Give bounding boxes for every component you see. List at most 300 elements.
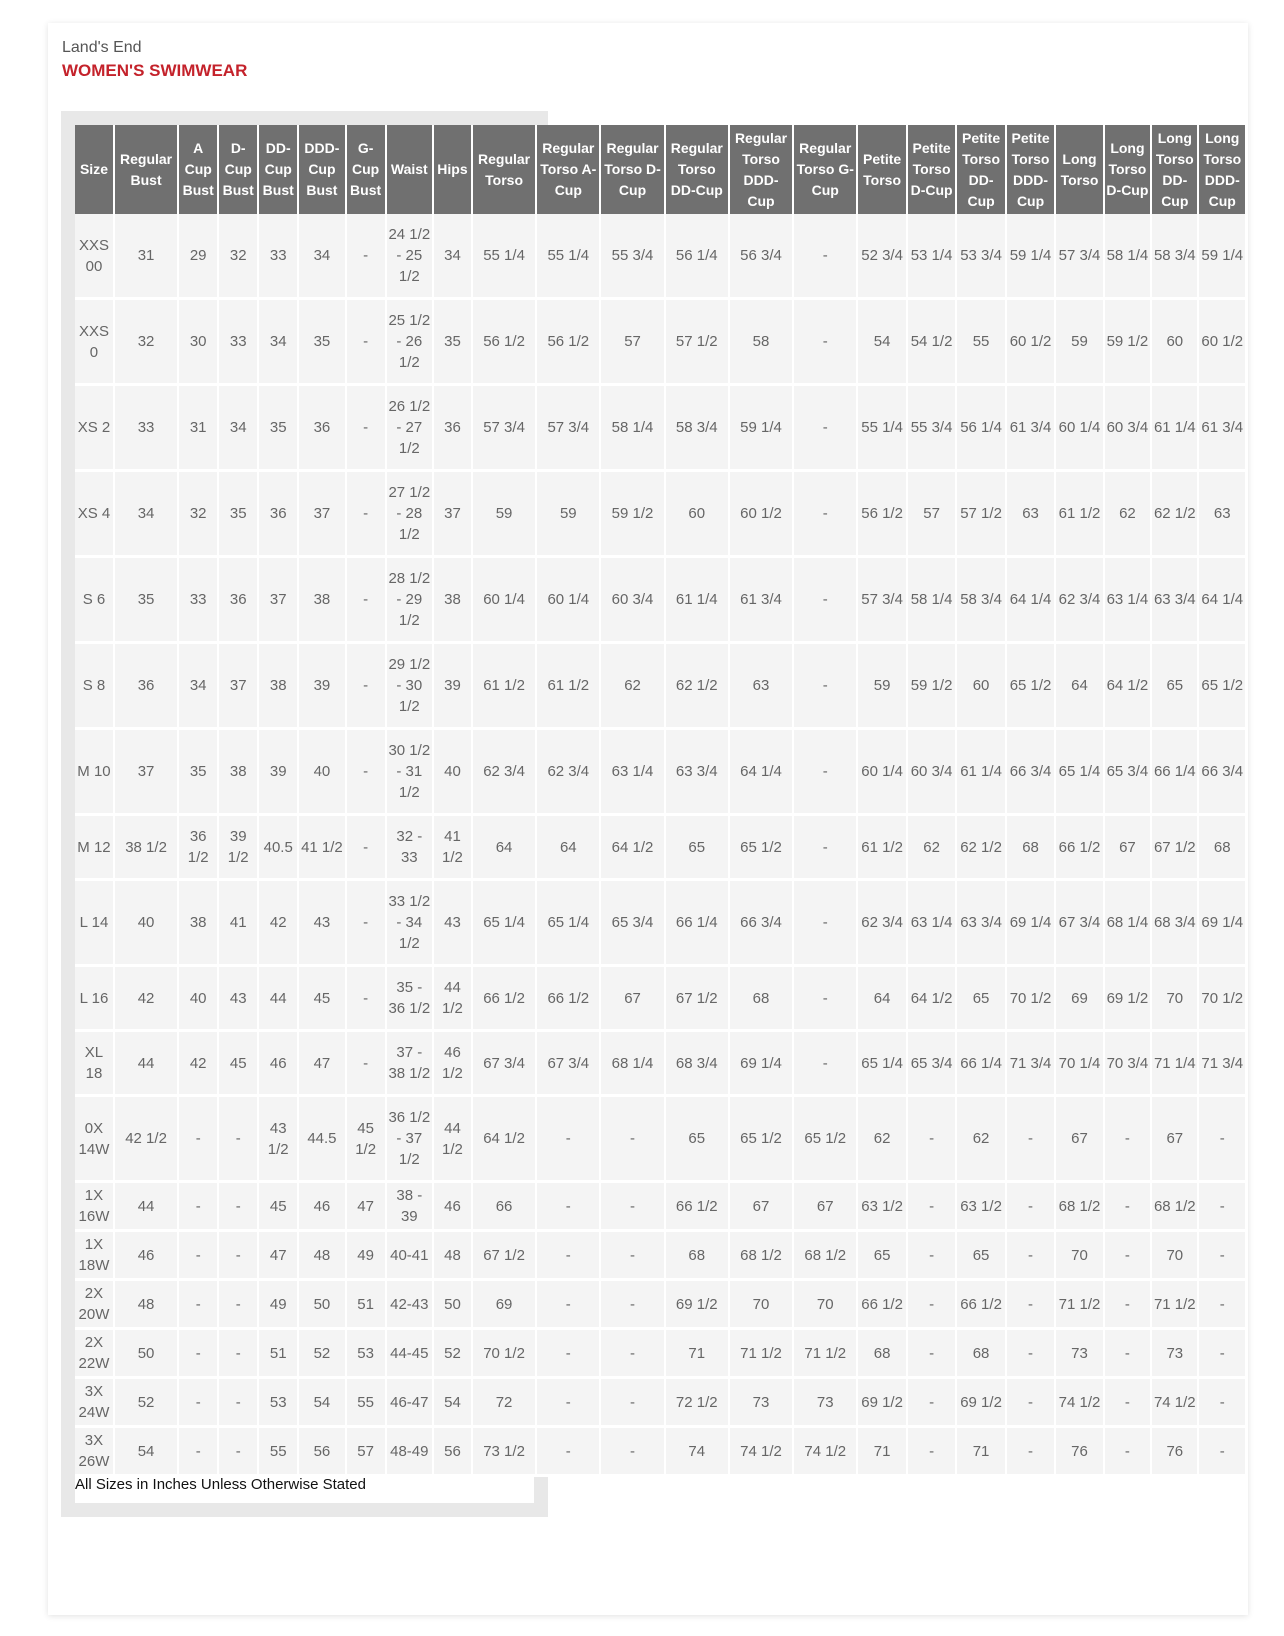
measurement-cell: 59 [1055,299,1103,385]
measurement-cell: 67 3/4 [536,1031,600,1096]
measurement-cell: 64 1/4 [1006,557,1055,643]
column-header: Long Torso DDD-Cup [1198,125,1246,214]
measurement-cell: 44 1/2 [433,966,472,1031]
measurement-cell: 34 [114,471,178,557]
measurement-cell: 34 [218,385,258,471]
measurement-cell: 44 [114,1031,178,1096]
measurement-cell: - [536,1280,600,1329]
measurement-cell: 59 [472,471,536,557]
measurement-cell: 57 3/4 [536,385,600,471]
measurement-cell: 36 [298,385,345,471]
measurement-cell: - [793,815,857,880]
size-cell: 2X 22W [75,1329,114,1378]
measurement-cell: 32 - 33 [386,815,433,880]
measurement-cell: 65 1/2 [729,815,793,880]
measurement-cell: 61 3/4 [1006,385,1055,471]
measurement-cell: 55 [346,1378,386,1427]
table-row [75,1329,1246,1378]
measurement-cell: 59 [857,643,906,729]
column-header: Petite Torso D-Cup [907,125,956,214]
measurement-cell: - [536,1329,600,1378]
measurement-cell: 73 [1055,1329,1103,1378]
measurement-cell: - [907,1231,956,1280]
size-cell: XS 2 [75,385,114,471]
measurement-cell: 42 [178,1031,218,1096]
measurement-cell: 65 1/4 [1055,729,1103,815]
measurement-cell: - [536,1427,600,1476]
measurement-cell: 46 1/2 [433,1031,472,1096]
measurement-cell: - [600,1378,664,1427]
measurement-cell: 73 1/2 [472,1427,536,1476]
measurement-cell: 70 [729,1280,793,1329]
measurement-cell: 42 [114,966,178,1031]
measurement-cell: 65 [956,966,1005,1031]
measurement-cell: 61 1/4 [1151,385,1198,471]
measurement-cell: 68 [1198,815,1246,880]
size-cell: 1X 16W [75,1182,114,1231]
table-row [75,1031,1246,1096]
measurement-cell: 55 3/4 [600,214,664,299]
measurement-cell: - [1198,1378,1246,1427]
measurement-cell: - [536,1378,600,1427]
measurement-cell: 37 [258,557,298,643]
measurement-cell: 74 1/2 [729,1427,793,1476]
measurement-cell: 46 [114,1231,178,1280]
measurement-cell: - [1006,1182,1055,1231]
measurement-cell: 58 3/4 [956,557,1005,643]
measurement-cell: - [178,1427,218,1476]
measurement-cell: 48 [298,1231,345,1280]
measurement-cell: 37 - 38 1/2 [386,1031,433,1096]
header-row [75,125,1246,214]
column-header: G-Cup Bust [346,125,386,214]
measurement-cell: 34 [258,299,298,385]
measurement-cell: 54 [857,299,906,385]
measurement-cell: 58 3/4 [665,385,729,471]
measurement-cell: - [1006,1378,1055,1427]
measurement-cell: 69 1/4 [1198,880,1246,966]
measurement-cell: 34 [178,643,218,729]
measurement-cell: 68 [729,966,793,1031]
measurement-cell: 47 [258,1231,298,1280]
measurement-cell: - [536,1231,600,1280]
measurement-cell: - [346,729,386,815]
measurement-cell: 67 [1055,1096,1103,1182]
measurement-cell: - [346,815,386,880]
measurement-cell: - [1006,1280,1055,1329]
measurement-cell: 65 [956,1231,1005,1280]
measurement-cell: 66 1/2 [857,1280,906,1329]
measurement-cell: 66 1/4 [665,880,729,966]
measurement-cell: 40.5 [258,815,298,880]
measurement-cell: 35 [218,471,258,557]
measurement-cell: - [178,1231,218,1280]
size-cell: S 8 [75,643,114,729]
measurement-cell: 70 [793,1280,857,1329]
measurement-cell: 59 1/2 [907,643,956,729]
measurement-cell: - [346,214,386,299]
column-header: Petite Torso DD-Cup [956,125,1005,214]
measurement-cell: 65 1/4 [857,1031,906,1096]
measurement-cell: - [1104,1280,1151,1329]
measurement-cell: 50 [433,1280,472,1329]
measurement-cell: 68 [857,1329,906,1378]
measurement-cell: 73 [1151,1329,1198,1378]
measurement-cell: 43 [433,880,472,966]
size-cell: L 14 [75,880,114,966]
measurement-cell: 69 1/2 [1104,966,1151,1031]
table-row [75,1378,1246,1427]
column-header: Long Torso [1055,125,1103,214]
measurement-cell: 68 3/4 [1151,880,1198,966]
measurement-cell: 43 [298,880,345,966]
column-header: Long Torso D-Cup [1104,125,1151,214]
measurement-cell: 62 3/4 [1055,557,1103,643]
measurement-cell: 57 [907,471,956,557]
measurement-cell: 38 - 39 [386,1182,433,1231]
measurement-cell: - [793,214,857,299]
column-header: Regular Bust [114,125,178,214]
measurement-cell: 57 1/2 [665,299,729,385]
measurement-cell: 39 1/2 [218,815,258,880]
measurement-cell: 37 [218,643,258,729]
measurement-cell: 72 [472,1378,536,1427]
measurement-cell: 56 3/4 [729,214,793,299]
size-cell: XXS 0 [75,299,114,385]
measurement-cell: 70 1/2 [472,1329,536,1378]
measurement-cell: 61 1/2 [472,643,536,729]
column-header: Size [75,125,114,214]
measurement-cell: 44 [114,1182,178,1231]
measurement-cell: 42-43 [386,1280,433,1329]
measurement-cell: 36 [114,643,178,729]
measurement-cell: 36 1/2 [178,815,218,880]
measurement-cell: - [218,1231,258,1280]
measurement-cell: - [346,557,386,643]
measurement-cell: 65 [857,1231,906,1280]
column-header: A Cup Bust [178,125,218,214]
measurement-cell: 71 [956,1427,1005,1476]
measurement-cell: 70 1/2 [1006,966,1055,1031]
measurement-cell: 65 [1151,643,1198,729]
size-cell: L 16 [75,966,114,1031]
measurement-cell: 50 [114,1329,178,1378]
measurement-cell: 51 [346,1280,386,1329]
measurement-cell: - [793,966,857,1031]
measurement-cell: 38 [433,557,472,643]
measurement-cell: 71 [665,1329,729,1378]
measurement-cell: 65 3/4 [907,1031,956,1096]
measurement-cell: 38 [258,643,298,729]
measurement-cell: 45 [258,1182,298,1231]
measurement-cell: 71 1/2 [1151,1280,1198,1329]
measurement-cell: 36 [218,557,258,643]
measurement-cell: 64 1/2 [907,966,956,1031]
measurement-cell: 56 1/2 [857,471,906,557]
measurement-cell: - [793,299,857,385]
measurement-cell: 46 [433,1182,472,1231]
measurement-cell: 61 1/4 [956,729,1005,815]
measurement-cell: - [536,1096,600,1182]
measurement-cell: 64 [472,815,536,880]
size-cell: S 6 [75,557,114,643]
table-row [75,643,1246,729]
measurement-cell: 53 [258,1378,298,1427]
size-table [75,125,1247,1477]
measurement-cell: 43 1/2 [258,1096,298,1182]
measurement-cell: - [346,880,386,966]
measurement-cell: 56 1/2 [472,299,536,385]
measurement-cell: 63 3/4 [1151,557,1198,643]
measurement-cell: 31 [114,214,178,299]
measurement-cell: 46-47 [386,1378,433,1427]
measurement-cell: 42 [258,880,298,966]
measurement-cell: - [178,1378,218,1427]
measurement-cell: 29 1/2 - 30 1/2 [386,643,433,729]
column-header: Regular Torso A-Cup [536,125,600,214]
measurement-cell: 74 [665,1427,729,1476]
measurement-cell: 74 1/2 [1055,1378,1103,1427]
measurement-cell: - [907,1427,956,1476]
measurement-cell: 64 1/2 [600,815,664,880]
measurement-cell: - [1006,1231,1055,1280]
measurement-cell: 60 1/4 [536,557,600,643]
measurement-cell: 49 [258,1280,298,1329]
measurement-cell: 64 1/2 [1104,643,1151,729]
measurement-cell: 25 1/2 - 26 1/2 [386,299,433,385]
measurement-cell: 32 [218,214,258,299]
measurement-cell: 69 [472,1280,536,1329]
measurement-cell: 58 3/4 [1151,214,1198,299]
measurement-cell: 69 1/2 [665,1280,729,1329]
measurement-cell: 34 [433,214,472,299]
size-cell: 0X 14W [75,1096,114,1182]
measurement-cell: - [178,1182,218,1231]
measurement-cell: 55 1/4 [857,385,906,471]
measurement-cell: 59 1/4 [729,385,793,471]
measurement-cell: 55 1/4 [472,214,536,299]
measurement-cell: 47 [298,1031,345,1096]
measurement-cell: 76 [1055,1427,1103,1476]
measurement-cell: 36 [433,385,472,471]
measurement-cell: 62 [907,815,956,880]
measurement-cell: 65 [665,1096,729,1182]
measurement-cell: 39 [258,729,298,815]
measurement-cell: - [1198,1231,1246,1280]
measurement-cell: 66 1/2 [536,966,600,1031]
measurement-cell: 41 1/2 [298,815,345,880]
measurement-cell: 53 [346,1329,386,1378]
measurement-cell: 63 3/4 [665,729,729,815]
measurement-cell: 49 [346,1231,386,1280]
measurement-cell: 61 1/2 [857,815,906,880]
measurement-cell: 45 [218,1031,258,1096]
measurement-cell: 33 [178,557,218,643]
measurement-cell: 57 1/2 [956,471,1005,557]
measurement-cell: 62 3/4 [536,729,600,815]
measurement-cell: 54 [433,1378,472,1427]
measurement-cell: - [907,1182,956,1231]
measurement-cell: 40 [433,729,472,815]
measurement-cell: 65 3/4 [1104,729,1151,815]
measurement-cell: 62 3/4 [857,880,906,966]
measurement-cell: 74 1/2 [793,1427,857,1476]
measurement-cell: 58 1/4 [1104,214,1151,299]
measurement-cell: 68 [665,1231,729,1280]
measurement-cell: - [1198,1427,1246,1476]
measurement-cell: 41 1/2 [433,815,472,880]
column-header: Regular Torso [472,125,536,214]
chart-title: WOMEN'S SWIMWEAR [62,61,248,80]
measurement-cell: - [218,1427,258,1476]
measurement-cell: 61 1/4 [665,557,729,643]
measurement-cell: 62 1/2 [956,815,1005,880]
measurement-cell: 66 1/2 [1055,815,1103,880]
measurement-cell: 56 1/2 [536,299,600,385]
measurement-cell: - [346,643,386,729]
measurement-cell: - [178,1096,218,1182]
measurement-cell: 65 [665,815,729,880]
measurement-cell: 30 [178,299,218,385]
measurement-cell: 27 1/2 - 28 1/2 [386,471,433,557]
column-header: DD-Cup Bust [258,125,298,214]
measurement-cell: 57 3/4 [1055,214,1103,299]
measurement-cell: 35 - 36 1/2 [386,966,433,1031]
table-row [75,299,1246,385]
measurement-cell: 38 [178,880,218,966]
measurement-cell: 68 1/4 [600,1031,664,1096]
measurement-cell: 68 1/2 [729,1231,793,1280]
measurement-cell: 63 1/4 [600,729,664,815]
measurement-cell: - [1006,1427,1055,1476]
measurement-cell: - [907,1329,956,1378]
measurement-cell: 60 3/4 [907,729,956,815]
column-header: Regular Torso D-Cup [600,125,664,214]
measurement-cell: 42 1/2 [114,1096,178,1182]
measurement-cell: 69 1/2 [956,1378,1005,1427]
measurement-cell: 63 1/4 [1104,557,1151,643]
measurement-cell: - [907,1280,956,1329]
measurement-cell: 68 1/2 [793,1231,857,1280]
measurement-cell: 66 3/4 [729,880,793,966]
measurement-cell: 45 1/2 [346,1096,386,1182]
measurement-cell: 55 3/4 [907,385,956,471]
measurement-cell: 38 [298,557,345,643]
measurement-cell: - [1104,1096,1151,1182]
measurement-cell: 34 [298,214,345,299]
measurement-cell: 64 [536,815,600,880]
measurement-cell: 63 [729,643,793,729]
measurement-cell: - [218,1280,258,1329]
measurement-cell: 57 3/4 [472,385,536,471]
column-header: Regular Torso DD-Cup [665,125,729,214]
size-cell: M 12 [75,815,114,880]
measurement-cell: 53 3/4 [956,214,1005,299]
measurement-cell: 39 [433,643,472,729]
measurement-cell: 56 [298,1427,345,1476]
table-row [75,471,1246,557]
measurement-cell: 62 1/2 [1151,471,1198,557]
measurement-cell: 68 3/4 [665,1031,729,1096]
measurement-cell: - [1006,1096,1055,1182]
measurement-cell: 35 [178,729,218,815]
measurement-cell: 67 1/2 [665,966,729,1031]
measurement-cell: 66 3/4 [1006,729,1055,815]
measurement-cell: 62 [1104,471,1151,557]
measurement-cell: 69 1/4 [1006,880,1055,966]
measurement-cell: 60 [665,471,729,557]
measurement-cell: - [178,1329,218,1378]
measurement-cell: 60 1/2 [1198,299,1246,385]
measurement-cell: 47 [346,1182,386,1231]
measurement-cell: 55 [956,299,1005,385]
measurement-cell: 71 1/4 [1151,1031,1198,1096]
measurement-cell: - [793,729,857,815]
measurement-cell: 61 3/4 [729,557,793,643]
table-row [75,1280,1246,1329]
measurement-cell: 44-45 [386,1329,433,1378]
size-cell: M 10 [75,729,114,815]
measurement-cell: 66 1/4 [956,1031,1005,1096]
measurement-cell: - [1104,1329,1151,1378]
measurement-cell: 64 [857,966,906,1031]
measurement-cell: - [536,1182,600,1231]
measurement-cell: - [218,1096,258,1182]
measurement-cell: 71 1/2 [729,1329,793,1378]
measurement-cell: 33 [218,299,258,385]
measurement-cell: 65 1/4 [536,880,600,966]
measurement-cell: 62 [956,1096,1005,1182]
measurement-cell: - [1104,1182,1151,1231]
measurement-cell: 52 [114,1378,178,1427]
measurement-cell: 67 1/2 [472,1231,536,1280]
column-header: Petite Torso DDD-Cup [1006,125,1055,214]
measurement-cell: 74 1/2 [1151,1378,1198,1427]
measurement-cell: 65 1/2 [1006,643,1055,729]
measurement-cell: 59 1/4 [1198,214,1246,299]
measurement-cell: 35 [258,385,298,471]
measurement-cell: 45 [298,966,345,1031]
measurement-cell: 66 1/4 [1151,729,1198,815]
measurement-cell: 33 [258,214,298,299]
measurement-cell: - [346,1031,386,1096]
measurement-cell: 64 1/4 [729,729,793,815]
measurement-cell: 59 [536,471,600,557]
table-row [75,1096,1246,1182]
measurement-cell: - [793,643,857,729]
measurement-cell: 55 [258,1427,298,1476]
measurement-cell: - [600,1427,664,1476]
measurement-cell: 35 [433,299,472,385]
measurement-cell: 52 [433,1329,472,1378]
measurement-cell: 37 [298,471,345,557]
measurement-cell: 48 [114,1280,178,1329]
size-chart-card [48,23,1248,1615]
measurement-cell: 70 1/2 [1198,966,1246,1031]
size-cell: 3X 24W [75,1378,114,1427]
measurement-cell: 68 1/2 [1151,1182,1198,1231]
measurement-cell: - [1198,1096,1246,1182]
measurement-cell: 57 3/4 [857,557,906,643]
measurement-cell: 60 1/2 [1006,299,1055,385]
size-cell: XXS 00 [75,214,114,299]
measurement-cell: 60 1/4 [472,557,536,643]
table-row [75,880,1246,966]
table-row [75,966,1246,1031]
measurement-cell: - [600,1231,664,1280]
measurement-cell: - [600,1329,664,1378]
measurement-cell: - [218,1182,258,1231]
